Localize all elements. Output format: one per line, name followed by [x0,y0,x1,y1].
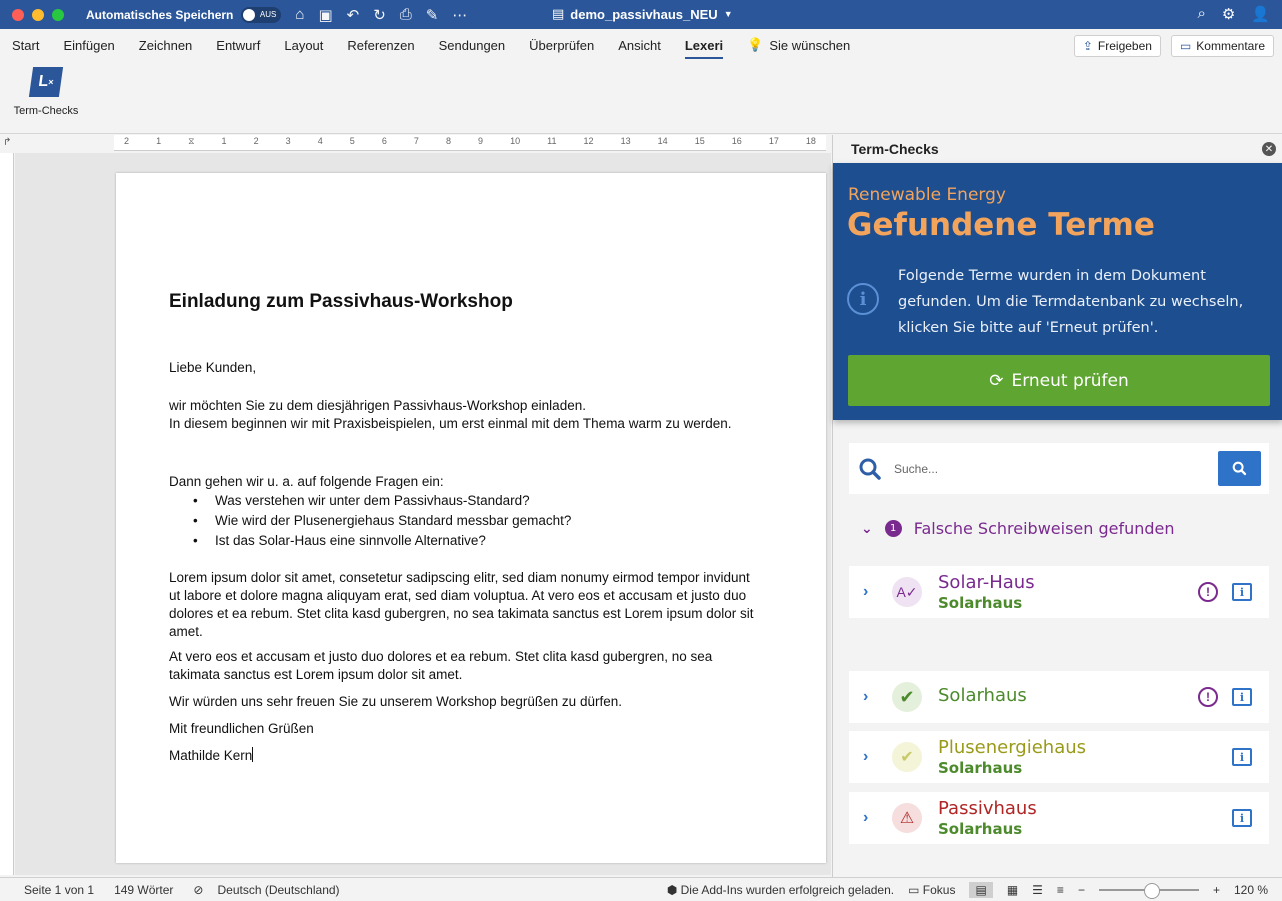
ruler-number: 18 [805,136,816,146]
term-item[interactable] [849,731,1269,783]
horizontal-ruler[interactable] [114,135,826,151]
ruler-number: 13 [620,136,631,146]
ruler-number: 16 [731,136,742,146]
lightbulb-icon: 💡 [747,37,764,52]
redo-icon[interactable]: ↻ [373,6,386,24]
addin-icon: ⬢ [666,883,678,897]
title-bar [0,0,1282,29]
print-icon[interactable]: ⎙ [399,5,412,23]
ruler-number: 5 [349,136,355,146]
word-doc-icon: ▤ [552,6,565,21]
count-badge: 1 [885,520,902,537]
undo-icon[interactable]: ↶ [346,6,360,24]
search-input[interactable]: Suche... [894,461,939,476]
word-count[interactable]: 149 Wörter [114,882,174,897]
term-name: Solar-Haus [938,572,1035,593]
signature: Mathilde Kern [169,748,253,763]
home-icon[interactable]: ⌂ [295,5,305,23]
outline-icon[interactable]: ☰ [1032,883,1043,897]
tab-mailings[interactable]: Sendungen [438,37,506,53]
term-info-icon[interactable]: i [1232,809,1252,827]
document-title[interactable]: ▤ demo_passivhaus_NEU ▼ [552,6,733,22]
search-icon [1232,461,1247,476]
pane-title: Term-Checks [851,141,939,157]
exclamation-icon[interactable]: ! [1198,687,1218,707]
term-info-icon[interactable]: i [1232,688,1252,706]
tab-view[interactable]: Ansicht [618,37,661,53]
chevron-right-icon[interactable]: › [863,748,869,765]
exclamation-icon[interactable]: ! [1198,582,1218,602]
chevron-down-icon: ⌄ [861,520,873,537]
comment-icon: ▭ [1179,39,1192,53]
spelling-icon: A✓ [892,577,922,607]
term-suggestion: Solarhaus [938,820,1023,838]
search-icon[interactable]: ⌕ [1197,5,1206,22]
term-suggestion: Solarhaus [938,594,1023,612]
term-search [849,443,1269,494]
search-button[interactable] [1218,451,1261,486]
status-bar [0,877,1282,901]
comments-button[interactable]: ▭ Kommentare [1171,35,1274,57]
paragraph-questions-intro: Dann gehen wir u. a. auf folgende Fragen ein: [169,474,444,489]
warning-icon: ⚠ [892,803,922,833]
ruler-number: 1 [156,136,162,146]
page-count[interactable]: Seite 1 von 1 [24,882,95,897]
autosave-toggle[interactable]: AUS [241,7,281,23]
zoom-slider[interactable] [1099,889,1199,891]
ruler-number: 11 [547,136,557,146]
ruler-number: 8 [445,136,451,146]
recheck-button[interactable]: ⟳ Erneut prüfen [848,355,1270,406]
zoom-out-button[interactable]: − [1077,883,1085,897]
minimize-window-button[interactable] [32,9,44,21]
web-layout-icon[interactable]: ▦ [1006,883,1019,897]
ribbon-content [0,61,1282,134]
ruler-number: 9 [478,136,484,146]
info-text: Folgende Terme wurden in dem Dokument gefunden. Um die Termdatenbank zu wechseln, klicken Sie bitte auf 'Erneut prüfen'. [898,268,1244,336]
focus-button[interactable]: ▭ Fokus [908,883,956,897]
paragraph-lorem-2: At vero eos et accusam et justo duo dolores et ea rebum. Stet clita kasd gubergren, no sea takimata sanctus est Lorem ipsum dolor sit amet. [169,649,713,682]
term-checks-button[interactable]: L × Term-Checks [10,67,82,117]
ruler-number: 17 [768,136,779,146]
info-icon: i [847,283,879,315]
check-icon: ✔ [892,742,922,772]
paragraph-greeting: Mit freundlichen Grüßen [169,721,314,736]
chevron-right-icon[interactable]: › [863,809,869,826]
term-suggestion: Solarhaus [938,759,1023,777]
list-item: • Wie wird der Plusenergiehaus Standard messbar gemacht? [215,511,571,531]
term-name: Solarhaus [938,685,1027,706]
maximize-window-button[interactable] [52,9,64,21]
term-info-icon[interactable]: i [1232,583,1252,601]
document-page[interactable] [116,173,826,863]
share-icon: ⇪ [1082,39,1093,53]
section-label: Falsche Schreibweisen gefunden [913,519,1175,538]
print-layout-icon[interactable]: ▤ [969,882,992,898]
more-icon[interactable]: ⋯ [452,6,468,24]
ruler-number: ⧖ [188,136,195,146]
settings-icon[interactable]: ⚙ [1221,6,1236,23]
account-icon[interactable]: 👤 [1251,6,1270,23]
tab-start[interactable]: Start [12,37,40,53]
term-item[interactable] [849,792,1269,844]
vertical-ruler[interactable] [0,153,14,875]
chevron-down-icon: ▼ [723,9,733,19]
ruler-number: 7 [413,136,419,146]
lexeri-logo-icon: L × [29,67,63,97]
term-info-icon[interactable]: i [1232,748,1252,766]
chevron-right-icon[interactable]: › [863,688,869,705]
section-misspellings[interactable] [861,519,1175,538]
term-name: Passivhaus [938,798,1037,819]
ruler-number: 6 [381,136,387,146]
term-item[interactable] [849,671,1269,723]
tab-lexeri[interactable]: Lexeri [684,37,724,53]
paragraph-closing: Wir würden uns sehr freuen Sie zu unserem Workshop begrüßen zu dürfen. [169,694,622,709]
paragraph-lorem-1: Lorem ipsum dolor sit amet, consetetur sadipscing elitr, sed diam nonumy eirmod tempor invidunt ut labore et dolore magna aliquyam erat, sed diam voluptua. At vero eos et accusam et justo duo dolores et ea rebum. Stet clita kasd gubergren, no sea takimata sanctus est Lorem ipsum dolor sit amet. [169,570,754,639]
ruler-number: 15 [694,136,705,146]
window-controls [12,9,64,21]
tab-draw[interactable]: Zeichnen [138,37,193,53]
addins-status: ⬢ Die Add-Ins wurden erfolgreich geladen. [666,883,895,897]
text-cursor [252,747,253,762]
tab-layout[interactable]: Layout [284,37,324,53]
search-icon [859,458,881,480]
tab-insert[interactable]: Einfügen [63,37,115,53]
tab-references[interactable]: Referenzen [347,37,415,53]
tell-me-box[interactable]: 💡 Sie wünschen [747,37,851,53]
zoom-level[interactable]: 120 % [1233,883,1268,897]
edit-icon[interactable]: ✎ [425,6,439,24]
ruler-number: 12 [583,136,594,146]
paragraph-intro: wir möchten Sie zu dem diesjährigen Passivhaus-Workshop einladen. In diesem beginnen wir mit Praxisbeispielen, um erst einmal mit dem Thema warm zu werden. [169,398,732,431]
proofing-icon[interactable]: ⊘ [193,882,204,897]
language[interactable]: Deutsch (Deutschland) [217,882,340,897]
tab-stop-selector[interactable]: ↱ [3,137,12,148]
share-button[interactable]: ⇪ Freigeben [1074,35,1161,57]
close-pane-button[interactable]: ✕ [1262,142,1276,156]
ruler-number: 4 [317,136,323,146]
salutation: Liebe Kunden, [169,360,257,375]
ruler-number: 2 [124,136,130,146]
chevron-right-icon[interactable]: › [863,583,869,600]
question-list [215,491,571,551]
tab-design[interactable]: Entwurf [216,37,261,53]
quick-access-toolbar [295,6,467,24]
term-checks-pane [832,135,1282,877]
document-heading: Einladung zum Passivhaus-Workshop [169,291,513,312]
list-item: • Was verstehen wir unter dem Passivhaus-Standard? [215,491,571,511]
refresh-icon: ⟳ [989,370,1004,391]
pane-heading: Gefundene Terme [847,207,1155,243]
ruler-number: 2 [253,136,259,146]
pane-header [833,163,1282,420]
ruler-number: 14 [657,136,668,146]
list-item: • Ist das Solar-Haus eine sinnvolle Alternative? [215,531,571,551]
close-window-button[interactable] [12,9,24,21]
ruler-number: 1 [221,136,227,146]
term-item[interactable] [849,566,1269,618]
zoom-in-button[interactable]: + [1212,883,1220,897]
term-name: Plusenergiehaus [938,737,1087,758]
termbase-name: Renewable Energy [848,185,1006,205]
ruler-number: 10 [510,136,521,146]
ruler-number: 3 [285,136,291,146]
tab-review[interactable]: Überprüfen [529,37,595,53]
draft-icon[interactable]: ≡ [1056,883,1064,897]
autosave-label: Automatisches Speichern [86,7,234,22]
save-icon[interactable]: ▣ [318,6,333,24]
check-icon: ✔ [892,682,922,712]
